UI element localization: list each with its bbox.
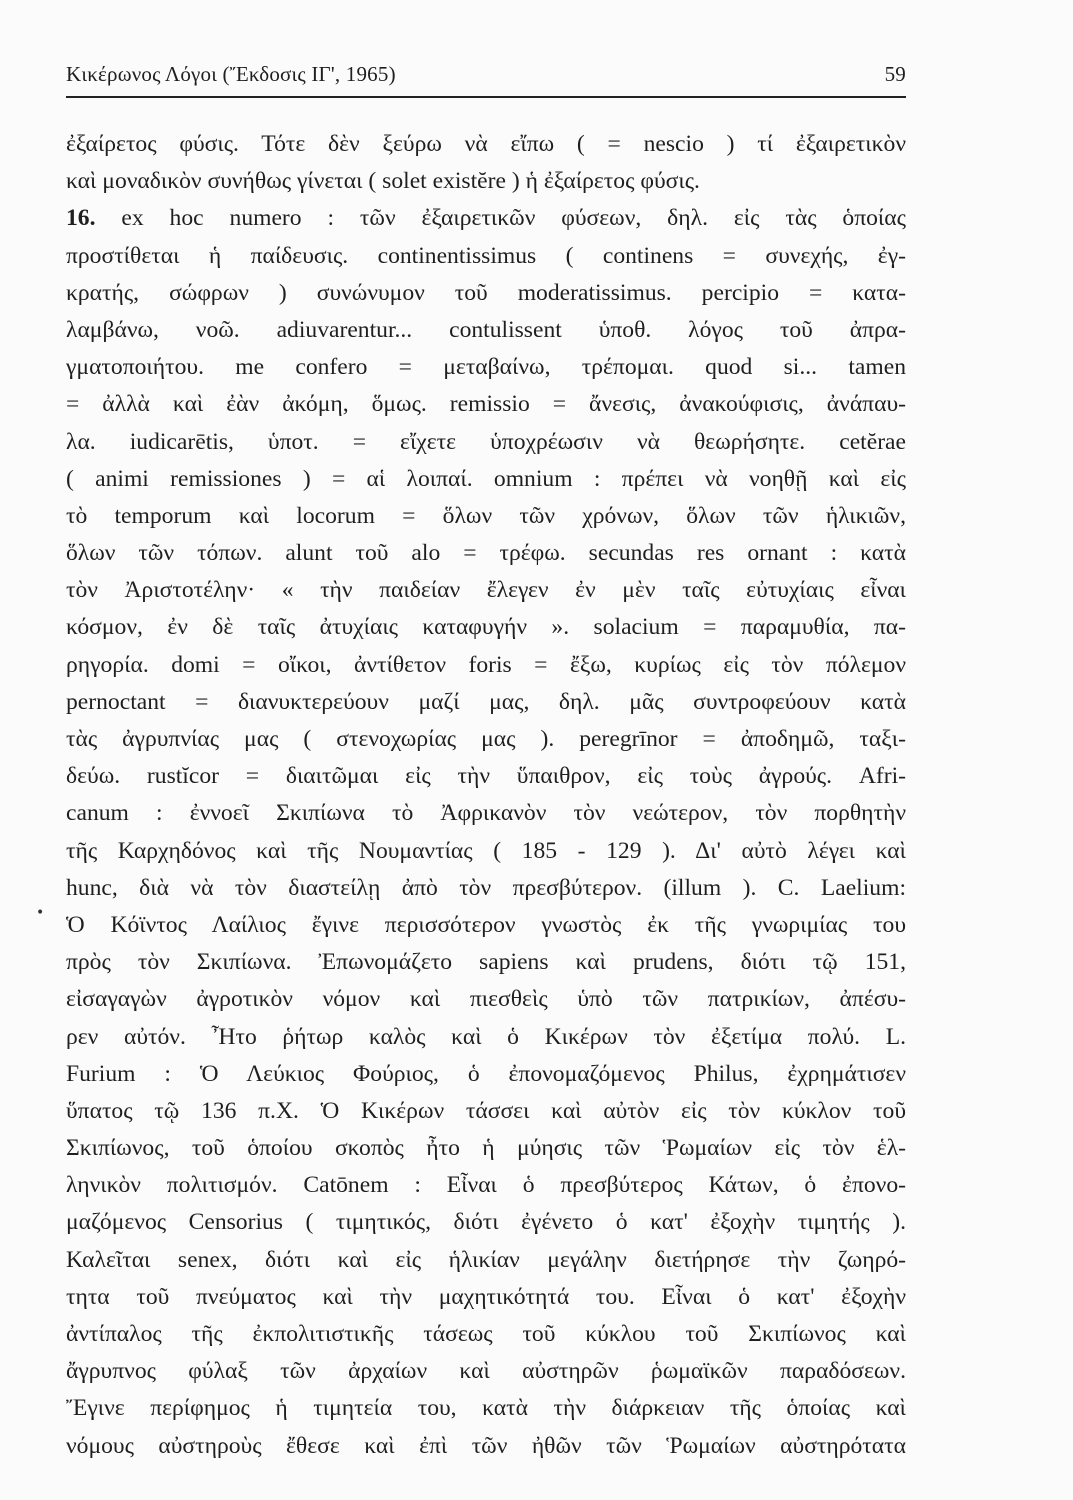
text-line: πρὸς τὸν Σκιπίωνα. Ἐπωνομάζετο sapiens καὶ prudens, διότι τῷ 151, [66,949,906,976]
text-line-section-16: 16. ex hoc numero : τῶν ἐξαιρετικῶν φύσεων, δηλ. εἰς τὰς ὁποίας [66,205,906,232]
section-number: 16. [66,205,96,232]
text-line: κρατής, σώφρων ) συνώνυμον τοῦ moderatissimus. percipio = κατα- [66,279,906,306]
text-line: προστίθεται ἡ παίδευσις. continentissimus ( continens = συνεχής, ἐγ- [66,242,906,269]
text-line: ὅλων τῶν τόπων. alunt τοῦ alo = τρέφω. secundas res ornant : κατὰ [66,540,906,567]
margin-mark: • [36,905,45,921]
text-line: ἄγρυπνος φύλαξ τῶν ἀρχαίων καὶ αὐστηρῶν ῥωμαϊκῶν παραδόσεων. [66,1358,906,1385]
text-line: τητα τοῦ πνεύματος καὶ τὴν μαχητικότητά του. Εἶναι ὁ κατ' ἐξοχὴν [66,1283,906,1310]
text-line: κόσμον, ἐν δὲ ταῖς ἀτυχίαις καταφυγήν ». solacium = παραμυθία, πα- [66,614,906,641]
text-line: λα. iudicarētis, ὑποτ. = εἴχετε ὑποχρέωσιν νὰ θεωρήσητε. cetĕrae [66,428,906,455]
running-head-title: Κικέρωνος Λόγοι (Ἔκδοσις ΙΓ', 1965) [66,62,396,86]
commentary-body [66,126,906,1465]
text-line: Σκιπίωνος, τοῦ ὁποίου σκοπὸς ἦτο ἡ μύησις τῶν Ῥωμαίων εἰς τὸν ἑλ- [66,1135,906,1162]
text-line: λαμβάνω, νοῶ. adiuvarentur... contulissent ὑποθ. λόγος τοῦ ἀπρα- [66,316,906,343]
text-line: νόμους αὐστηροὺς ἔθεσε καὶ ἐπὶ τῶν ἠθῶν τῶν Ῥωμαίων αὐστηρότατα [66,1432,906,1459]
text-line: μαζόμενος Censorius ( τιμητικός, διότι ἐγένετο ὁ κατ' ἐξοχὴν τιμητής ). [66,1209,906,1236]
text-line: τὰς ἀγρυπνίας μας ( στενοχωρίας μας ). peregrīnor = ἀποδημῶ, ταξι- [66,726,906,752]
text-line: ληνικὸν πολιτισμόν. Catōnem : Εἶναι ὁ πρεσβύτερος Κάτων, ὁ ἐπονο- [66,1172,906,1199]
text-line: canum : ἐννοεῖ Σκιπίωνα τὸ Ἀφρικανὸν τὸν νεώτερον, τὸν πορθητὴν [66,800,906,827]
header-rule [66,96,906,98]
running-head [66,62,906,92]
text-line: τὸν Ἀριστοτέλην· « τὴν παιδείαν ἔλεγεν ἐν μὲν ταῖς εὐτυχίαις εἶναι [66,577,906,604]
text-line: καὶ μοναδικὸν συνήθως γίνεται ( solet existĕre ) ἡ ἐξαίρετος φύσις. [66,168,700,195]
text-line: ἀντίπαλος τῆς ἐκπολιτιστικῆς τάσεως τοῦ κύκλου τοῦ Σκιπίωνος καὶ [66,1321,906,1347]
text-line: ὕπατος τῷ 136 π.Χ. Ὁ Κικέρων τάσσει καὶ αὐτὸν εἰς τὸν κύκλον τοῦ [66,1097,906,1124]
text-line: γματοποιήτου. me confero = μεταβαίνω, τρέπομαι. quod si... tamen [66,354,906,381]
text-line: Furium : Ὁ Λεύκιος Φούριος, ὁ ἐπονομαζόμενος Philus, ἐχρημάτισεν [66,1060,906,1087]
text-line: ( animi remissiones ) = αἱ λοιπαί. omnium : πρέπει νὰ νοηθῇ καὶ εἰς [66,465,906,492]
text-line: δεύω. rustĭcor = διαιτῶμαι εἰς τὴν ὕπαιθρον, εἰς τοὺς ἀγρούς. Afri- [66,763,906,790]
text-line: εἰσαγαγὼν ἀγροτικὸν νόμον καὶ πιεσθεὶς ὑπὸ τῶν πατρικίων, ἀπέσυ- [66,986,906,1013]
text-line: Ὁ Κόϊντος Λαίλιος ἔγινε περισσότερον γνωστὸς ἐκ τῆς γνωριμίας του [66,911,906,938]
text-line: ρεν αὐτόν. Ἦτο ῥήτωρ καλὸς καὶ ὁ Κικέρων τὸν ἐξετίμα πολύ. L. [66,1023,906,1050]
text-line: hunc, διὰ νὰ τὸν διαστείλῃ ἀπὸ τὸν πρεσβύτερον. (illum ). C. Laelium: [66,874,906,901]
text-line: ρηγορία. domi = οἴκοι, ἀντίθετον foris = ἔξω, κυρίως εἰς τὸν πόλεμον [66,651,906,678]
text-line: τῆς Καρχηδόνος καὶ τῆς Νουμαντίας ( 185 - 129 ). Δι' αὐτὸ λέγει καὶ [66,837,906,864]
text-line: = ἀλλὰ καὶ ἐὰν ἀκόμη, ὅμως. remissio = ἄνεσις, ἀνακούφισις, ἀνάπαυ- [66,391,906,418]
text-line: Ἔγινε περίφημος ἡ τιμητεία του, κατὰ τὴν διάρκειαν τῆς ὁποίας καὶ [66,1395,906,1422]
text-line: Καλεῖται senex, διότι καὶ εἰς ἡλικίαν μεγάλην διετήρησε τὴν ζωηρό- [66,1246,906,1273]
text-line: τὸ temporum καὶ locorum = ὅλων τῶν χρόνων, ὅλων τῶν ἡλικιῶν, [66,502,906,529]
text-line: ἐξαίρετος φύσις. Τότε δὲν ξεύρω νὰ εἴπω ( = nescio ) τί ἐξαιρετικὸν [66,131,906,157]
text-line: pernoctant = διανυκτερεύουν μαζί μας, δηλ. μᾶς συντροφεύουν κατὰ [66,688,906,715]
page-number: 59 [884,62,906,86]
